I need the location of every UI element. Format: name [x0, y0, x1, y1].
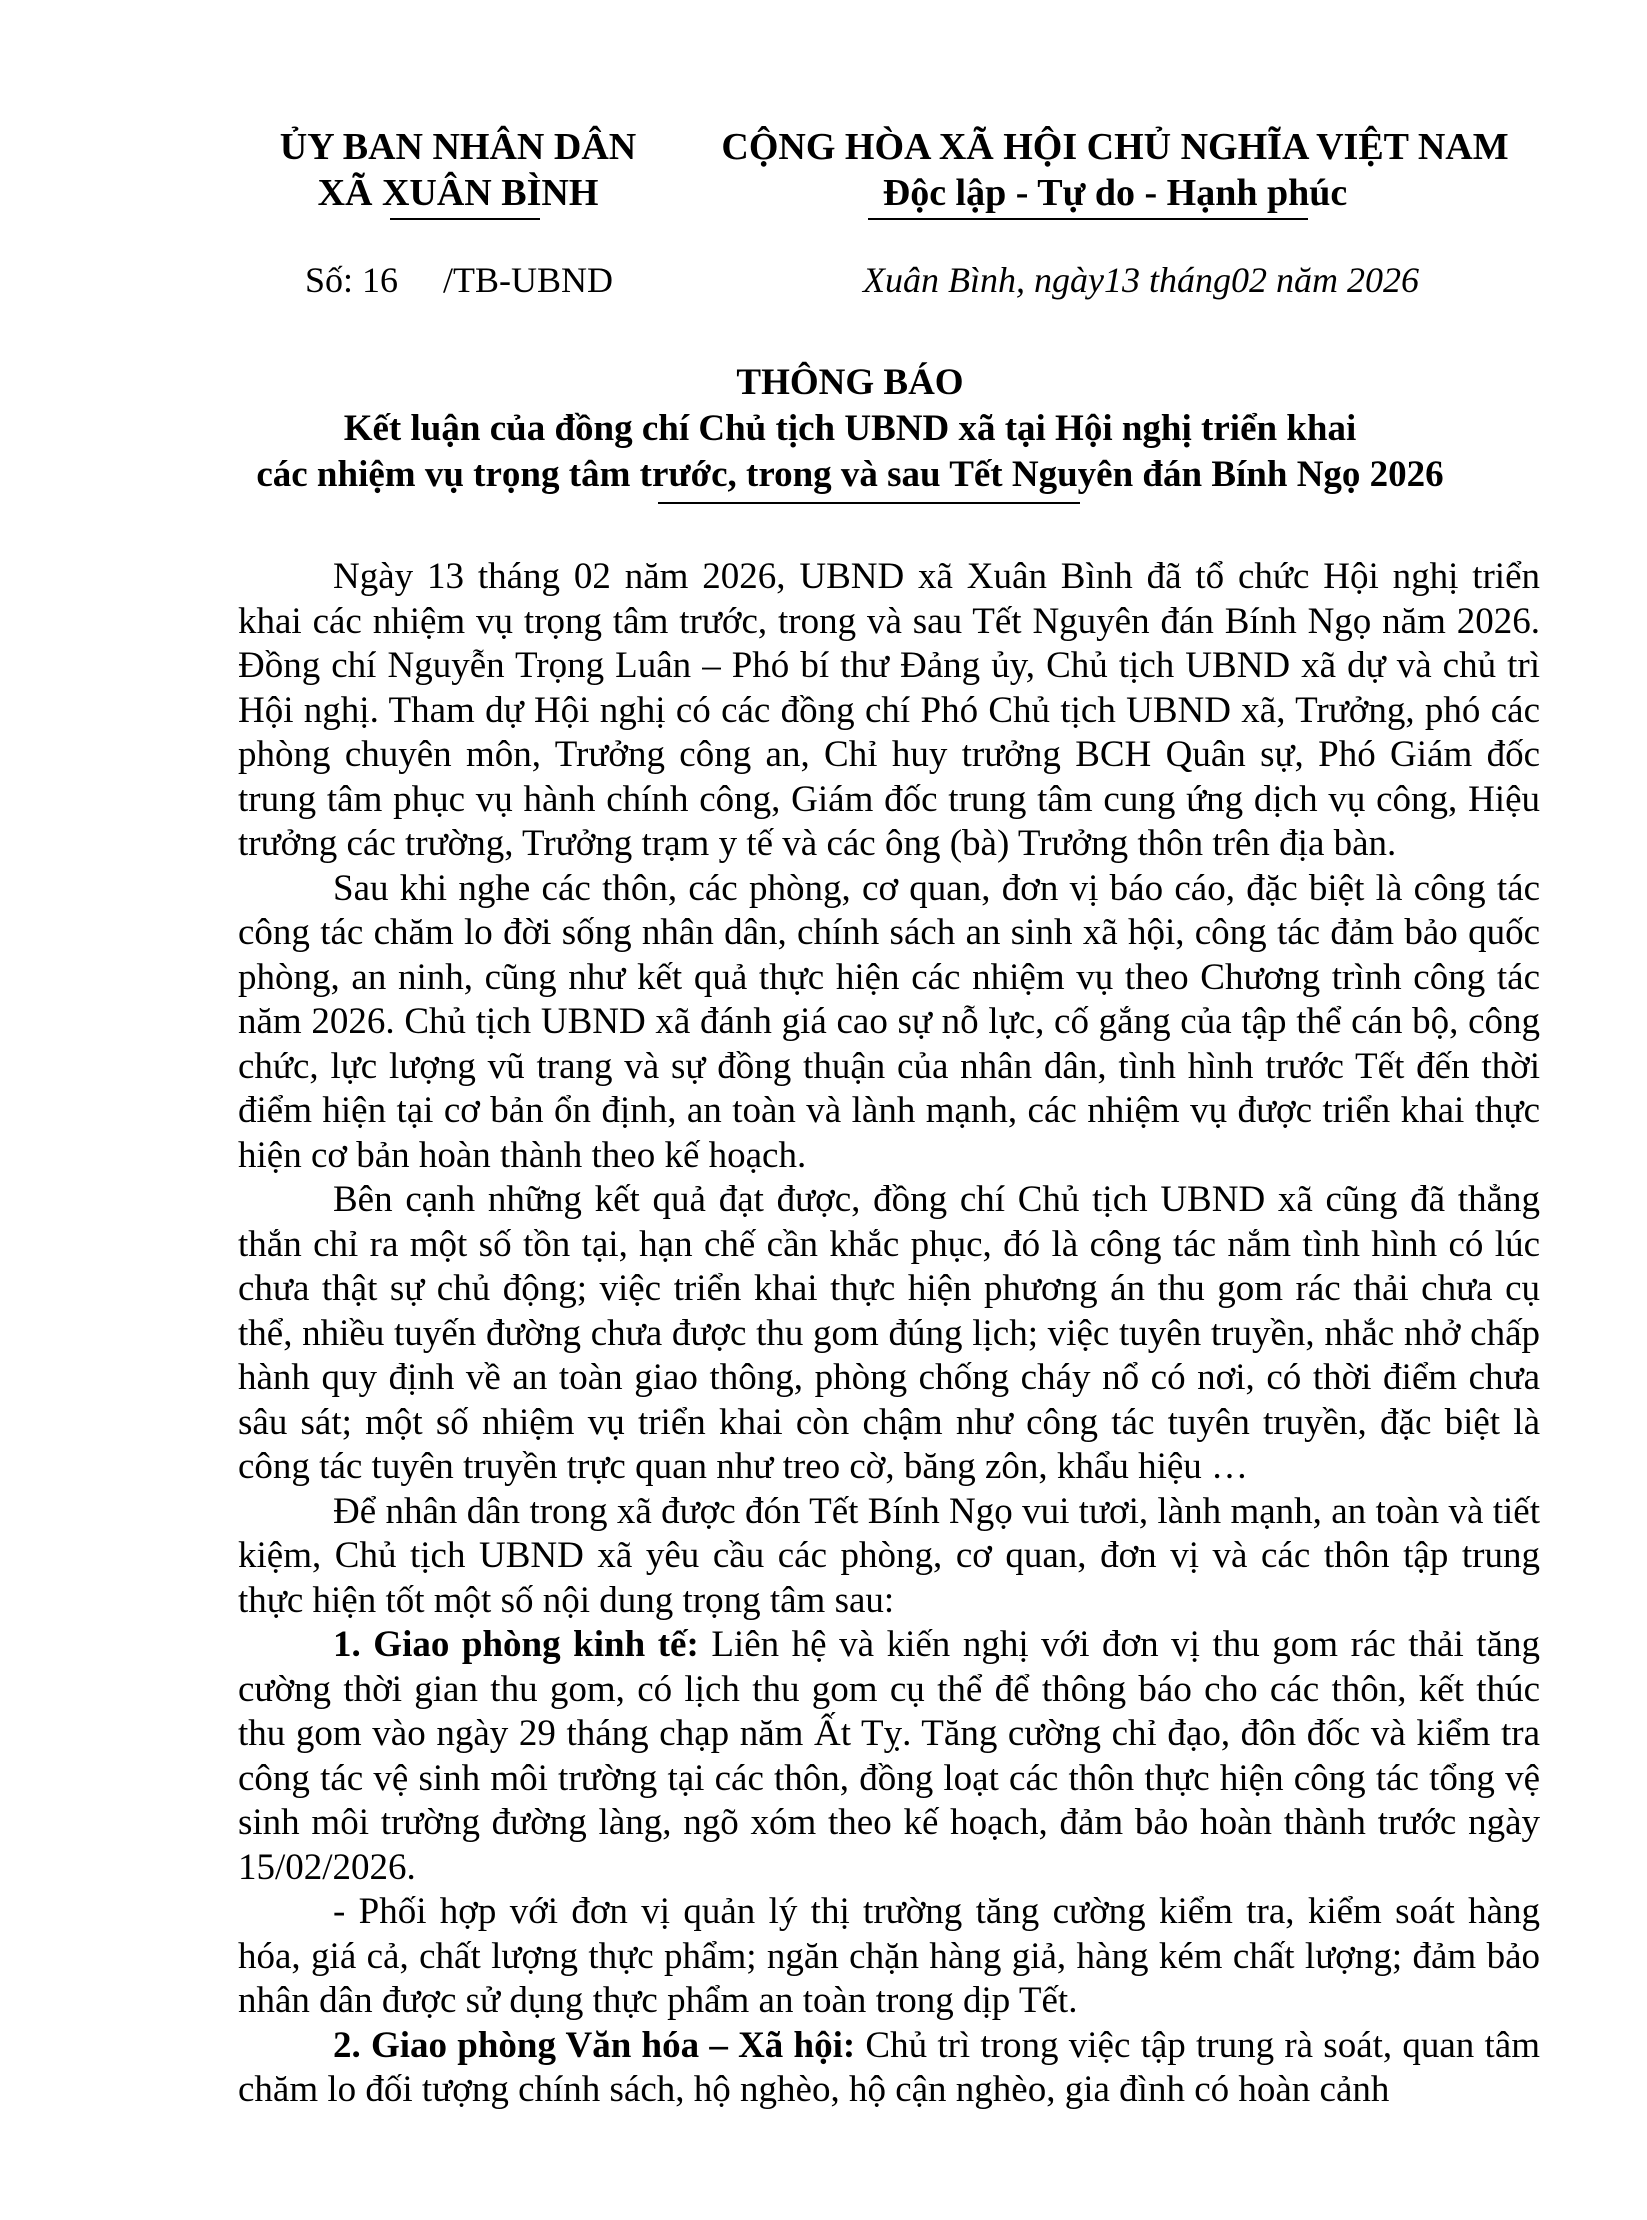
task-economic-text: Liên hệ và kiến nghị với đơn vị thu gom rác thải tăng cường thời gian thu gom, có lịch thu gom cụ thể để thông báo cho các thôn, kết thúc thu gom vào ngày 29 tháng chạp năm Ất Tỵ. Tăng cường chỉ đạo, đôn đốc và kiểm tra công tác vệ sinh môi trường tại các thôn, đồng loạt các thôn thực hiện công tác tổng vệ sinh môi trường đường làng, ngõ xóm theo kế hoạch, đảm bảo hoàn thành trước ngày 15/02/2026. — [238, 1624, 1541, 1888]
paragraph-market-control: - Phối hợp với đơn vị quản lý thị trường tăng cường kiểm tra, kiểm soát hàng hóa, giá cả, chất lượng thực phẩm; ngăn chặn hàng giả, hàng kém chất lượng; đảm bảo nhân dân được sử dụng thực phẩm an toàn trong dịp Tết. — [238, 1891, 1540, 2021]
authority-underline — [390, 218, 540, 220]
motto-underline — [868, 218, 1308, 220]
notice-subtitle-line-2: các nhiệm vụ trọng tâm trước, trong và sau Tết Nguyên đán Bính Ngọ 2026 — [256, 454, 1444, 495]
national-motto — [690, 124, 1540, 216]
document-body — [238, 555, 1540, 2113]
authority-line-2: XÃ XUÂN BÌNH — [317, 172, 599, 214]
title-underline — [658, 502, 1080, 504]
issuing-authority — [238, 124, 678, 216]
notice-subtitle-line-1: Kết luận của đồng chí Chủ tịch UBND xã tại Hội nghị triển khai — [343, 408, 1357, 449]
paragraph-shortcomings: Bên cạnh những kết quả đạt được, đồng chí Chủ tịch UBND xã cũng đã thẳng thắn chỉ ra một số tồn tại, hạn chế cần khắc phục, đó là công tác nắm tình hình có lúc chưa thật sự chủ động; việc triển khai thực hiện phương án thu gom rác thải chưa cụ thể, nhiều tuyến đường chưa được thu gom đúng lịch; việc tuyên truyền, nhắc nhở chấp hành quy định về an toàn giao thông, phòng chống cháy nổ có nơi, có thời điểm chưa sâu sát; một số nhiệm vụ triển khai còn chậm như công tác tuyên truyền, đặc biệt là công tác tuyên truyền trực quan như treo cờ, băng zôn, khẩu hiệu … — [238, 1179, 1540, 1487]
paragraph-task-economic — [238, 1623, 1540, 1890]
task-economic-heading: 1. Giao phòng kinh tế: — [333, 1624, 699, 1665]
place-and-date: Xuân Bình, ngày13 tháng02 năm 2026 — [863, 260, 1419, 300]
paragraph-requirements: Để nhân dân trong xã được đón Tết Bính Ngọ vui tươi, lành mạnh, an toàn và tiết kiệm, Chủ tịch UBND xã yêu cầu các phòng, cơ quan, đơn vị và các thôn tập trung thực hiện tốt một số nội dung trọng tâm sau: — [238, 1490, 1540, 1621]
task-culture-heading: 2. Giao phòng Văn hóa – Xã hội: — [333, 2024, 856, 2066]
notice-title: THÔNG BÁO — [736, 362, 964, 403]
paragraph-meeting-intro: Ngày 13 tháng 02 năm 2026, UBND xã Xuân Bình đã tổ chức Hội nghị triển khai các nhiệm vụ trọng tâm trước, trong và sau Tết Nguyên đán Bính Ngọ năm 2026. Đồng chí Nguyễn Trọng Luân – Phó bí thư Đảng ủy, Chủ tịch UBND xã dự và chủ trì Hội nghị. Tham dự Hội nghị có các đồng chí Phó Chủ tịch UBND xã, Trưởng, phó các phòng chuyên môn, Trưởng công an, Chỉ huy trưởng BCH Quân sự, Phó Giám đốc trung tâm phục vụ hành chính công, Giám đốc trung tâm cung ứng dịch vụ công, Hiệu trưởng các trường, Trưởng trạm y tế và các ông (bà) Trưởng thôn trên địa bàn. — [238, 556, 1540, 864]
motto-line-2: Độc lập - Tự do - Hạnh phúc — [882, 172, 1348, 214]
notice-title-block — [150, 360, 1550, 498]
document-number: Số: 16 /TB-UBND — [305, 260, 614, 300]
authority-line-1: ỦY BAN NHÂN DÂN — [279, 126, 637, 168]
paragraph-assessment: Sau khi nghe các thôn, các phòng, cơ quan, đơn vị báo cáo, đặc biệt là công tác công tác chăm lo đời sống nhân dân, chính sách an sinh xã hội, công tác đảm bảo quốc phòng, an ninh, cũng như kết quả thực hiện các nhiệm vụ theo Chương trình công tác năm 2026. Chủ tịch UBND xã đánh giá cao sự nỗ lực, cố gắng của tập thể cán bộ, công chức, lực lượng vũ trang và sự đồng thuận của nhân dân, tình hình trước Tết đến thời điểm hiện tại cơ bản ổn định, an toàn và lành mạnh, các nhiệm vụ được triển khai thực hiện cơ bản hoàn thành theo kế hoạch. — [238, 867, 1540, 1176]
motto-line-1: CỘNG HÒA XÃ HỘI CHỦ NGHĨA VIỆT NAM — [721, 126, 1509, 168]
paragraph-task-culture-social — [238, 2024, 1540, 2113]
task-culture-text: Chủ trì trong việc tập trung rà soát, quan tâm chăm lo đối tượng chính sách, hộ nghèo, hộ cận nghèo, gia đình có hoàn cảnh — [238, 2024, 1540, 2110]
